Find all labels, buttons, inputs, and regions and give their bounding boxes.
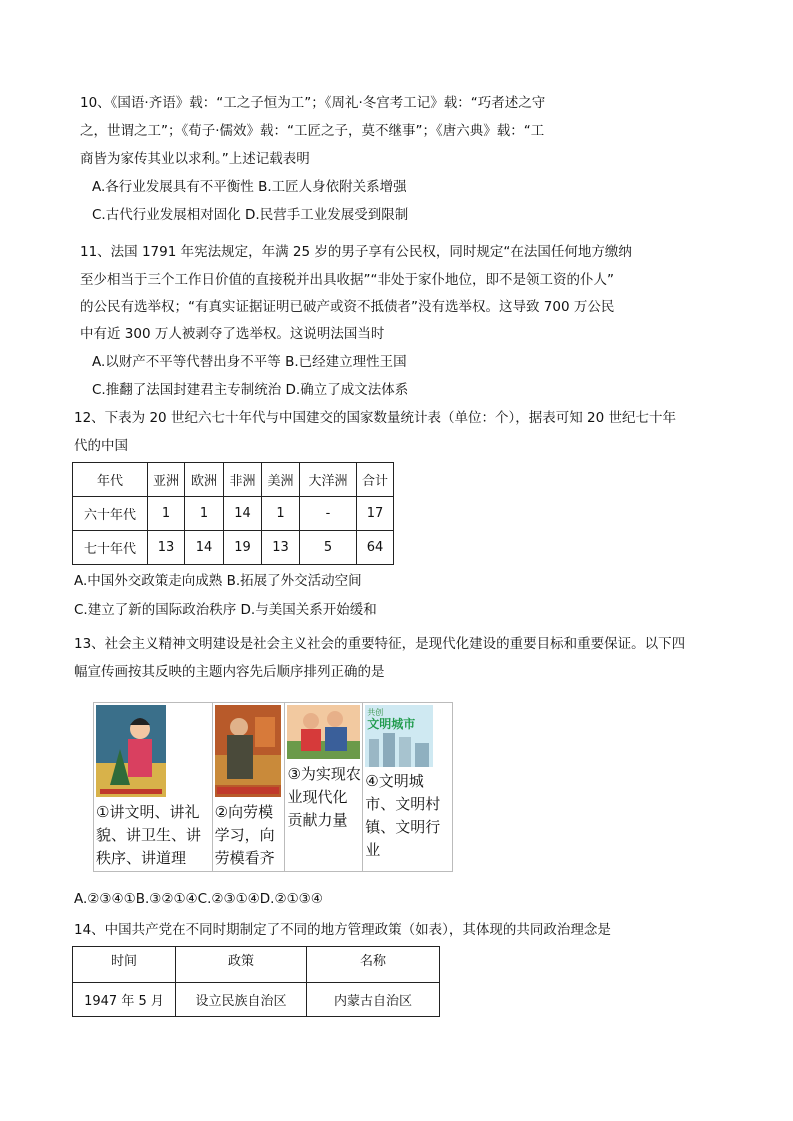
- table-row: [73, 531, 394, 565]
- q12-options-cd: C.建立了新的国际政治秩序 D.与美国关系开始缓和: [74, 602, 377, 618]
- q14-table: [72, 946, 440, 1017]
- q10-options-cd: C.古代行业发展相对固化 D.民营手工业发展受到限制: [92, 207, 409, 223]
- q11-stem-line2: 至少相当于三个工作日价值的直接税并出具收据”“非处于家仆地位，即不是领工资的仆人”: [80, 272, 614, 288]
- table-cell: -: [300, 497, 357, 531]
- table-cell: 1: [185, 497, 224, 531]
- q10-stem-line1: 10、《国语·齐语》载：“工之子恒为工”；《周礼·冬宫考工记》载：“巧者述之守: [80, 95, 546, 111]
- table-header-cell: 时间: [73, 947, 176, 983]
- table-cell: 1: [148, 497, 185, 531]
- table-header-cell: 欧洲: [185, 463, 224, 497]
- table-header-row: [73, 463, 394, 497]
- table-cell: 13: [148, 531, 185, 565]
- table-cell: 内蒙古自治区: [307, 983, 440, 1017]
- table-cell: 19: [224, 531, 262, 565]
- table-header-cell: 名称: [307, 947, 440, 983]
- table-cell: 14: [185, 531, 224, 565]
- poster-2-caption: ②向劳模学习，向劳模看齐: [214, 803, 275, 867]
- q12-table: [72, 462, 394, 565]
- poster-4-sign-top: 共创: [367, 708, 384, 717]
- poster-2-image: [215, 705, 281, 797]
- poster-1-caption: ①讲文明、讲礼貌、讲卫生、讲秩序、讲道理: [96, 803, 202, 867]
- table-header-cell: 合计: [357, 463, 394, 497]
- q11-stem-line1: 11、法国 1791 年宪法规定，年满 25 岁的男子享有公民权，同时规定“在法国任何地方缴纳: [80, 244, 632, 260]
- table-cell: 六十年代: [73, 497, 148, 531]
- q10-options-ab: A.各行业发展具有不平衡性 B.工匠人身依附关系增强: [92, 179, 407, 195]
- propaganda-posters: [93, 702, 453, 872]
- q14-stem-line1: 14、中国共产党在不同时期制定了不同的地方管理政策（如表），其体现的共同政治理念是: [74, 922, 611, 938]
- poster-4-image: [365, 705, 433, 767]
- table-cell: 1947 年 5 月: [73, 983, 176, 1017]
- table-header-row: [73, 947, 440, 983]
- table-cell: 17: [357, 497, 394, 531]
- poster-4: [363, 703, 452, 871]
- q13-stem-line2: 幅宣传画按其反映的主题内容先后顺序排列正确的是: [74, 664, 385, 680]
- table-header-cell: 政策: [176, 947, 307, 983]
- table-header-cell: 年代: [73, 463, 148, 497]
- table-cell: 设立民族自治区: [176, 983, 307, 1017]
- q12-stem-line1: 12、下表为 20 世纪六七十年代与中国建交的国家数量统计表（单位：个），据表可知 20 世纪七十年: [74, 410, 676, 426]
- poster-4-sign-main: 文明城市: [367, 717, 416, 731]
- poster-3-caption: ③为实现农业现代化贡献力量: [287, 765, 361, 829]
- table-cell: 14: [224, 497, 262, 531]
- q11-options-cd: C.推翻了法国封建君主专制统治 D.确立了成文法体系: [92, 382, 409, 398]
- q10-stem-line3: 商皆为家传其业以求利。”上述记载表明: [80, 151, 310, 167]
- table-header-cell: 非洲: [224, 463, 262, 497]
- table-header-cell: 大洋洲: [300, 463, 357, 497]
- q11-stem-line4: 中有近 300 万人被剥夺了选举权。这说明法国当时: [80, 326, 385, 342]
- table-header-cell: 亚洲: [148, 463, 185, 497]
- q12-options-ab: A.中国外交政策走向成熟 B.拓展了外交活动空间: [74, 573, 362, 589]
- table-cell: 13: [262, 531, 300, 565]
- q11-options-ab: A.以财产不平等代替出身不平等 B.已经建立理性王国: [92, 354, 407, 370]
- q13-stem-line1: 13、社会主义精神文明建设是社会主义社会的重要特征，是现代化建设的重要目标和重要保证。以下四: [74, 636, 686, 652]
- table-cell: 1: [262, 497, 300, 531]
- table-row: [73, 497, 394, 531]
- q13-options: A.②③④①B.③②①④C.②③①④D.②①③④: [74, 891, 323, 907]
- q11-stem-line3: 的公民有选举权；“有真实证据证明已破产或资不抵债者”没有选举权。这导致 700 万公民: [80, 299, 615, 315]
- table-cell: 64: [357, 531, 394, 565]
- poster-1: [94, 703, 213, 871]
- table-header-cell: 美洲: [262, 463, 300, 497]
- table-row: [73, 983, 440, 1017]
- poster-3: [285, 703, 363, 871]
- table-cell: 七十年代: [73, 531, 148, 565]
- q12-stem-line2: 代的中国: [74, 438, 128, 454]
- poster-2: [213, 703, 286, 871]
- poster-1-image: [96, 705, 166, 797]
- poster-4-caption: ④文明城市、文明村镇、文明行业: [365, 772, 441, 859]
- poster-3-image: [287, 705, 360, 759]
- q10-stem-line2: 之，世谓之工”；《荀子·儒效》载：“工匠之子，莫不继事”；《唐六典》载：“工: [80, 123, 545, 139]
- table-cell: 5: [300, 531, 357, 565]
